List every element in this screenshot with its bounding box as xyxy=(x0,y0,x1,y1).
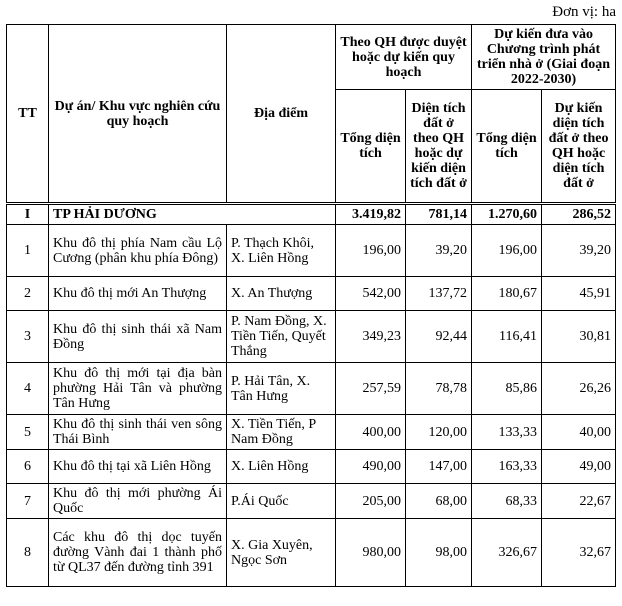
row-tt: 4 xyxy=(7,363,49,415)
row-housing-area: 98,00 xyxy=(406,519,472,587)
header-housing-area: Diện tích đất ở theo QH hoặc dự kiến diện tích đất ở xyxy=(406,90,472,204)
header-tt: TT xyxy=(7,25,49,204)
header-group-approved: Theo QH được duyệt hoặc dự kiến quy hoạch xyxy=(336,25,472,90)
row-total-area: 980,00 xyxy=(336,519,406,587)
table-row xyxy=(7,415,616,450)
row-housing-area-2: 39,20 xyxy=(542,225,616,277)
row-total-area: 542,00 xyxy=(336,277,406,311)
row-tt: 7 xyxy=(7,484,49,519)
row-housing-area: 147,00 xyxy=(406,450,472,484)
row-tt: 6 xyxy=(7,450,49,484)
row-tt: 8 xyxy=(7,519,49,587)
row-housing-area-2: 26,26 xyxy=(542,363,616,415)
unit-label: Đơn vị: ha xyxy=(552,4,616,20)
row-housing-area-2: 22,67 xyxy=(542,484,616,519)
header-location: Địa điểm xyxy=(227,25,336,204)
section-housing: 781,14 xyxy=(406,204,472,225)
row-total-area-2: 133,33 xyxy=(472,415,542,450)
section-row xyxy=(7,204,616,225)
row-housing-area-2: 49,00 xyxy=(542,450,616,484)
row-location: P. Nam Đồng, X. Tiền Tiến, Quyết Thắng xyxy=(227,311,336,363)
header-housing-area-2: Dự kiến diện tích đất ở theo QH hoặc diện tích đất ở xyxy=(542,90,616,204)
row-location: P.Ái Quốc xyxy=(227,484,336,519)
row-project-name: Khu đô thị mới phường Ái Quốc xyxy=(49,484,227,519)
row-project-name: Khu đô thị tại xã Liên Hồng xyxy=(49,450,227,484)
row-project-name: Khu đô thị sinh thái xã Nam Đồng xyxy=(49,311,227,363)
row-location: X. An Thượng xyxy=(227,277,336,311)
row-project-name: Khu đô thị mới An Thượng xyxy=(49,277,227,311)
row-total-area: 400,00 xyxy=(336,415,406,450)
row-location: X. Liên Hồng xyxy=(227,450,336,484)
row-tt: 2 xyxy=(7,277,49,311)
table-row xyxy=(7,363,616,415)
table-row xyxy=(7,484,616,519)
row-total-area: 257,59 xyxy=(336,363,406,415)
row-housing-area-2: 32,67 xyxy=(542,519,616,587)
row-project-name: Khu đô thị sinh thái ven sông Thái Bình xyxy=(49,415,227,450)
row-tt: 3 xyxy=(7,311,49,363)
row-total-area-2: 163,33 xyxy=(472,450,542,484)
section-tt: I xyxy=(7,204,49,225)
row-total-area: 349,23 xyxy=(336,311,406,363)
row-total-area-2: 326,67 xyxy=(472,519,542,587)
row-housing-area-2: 30,81 xyxy=(542,311,616,363)
header-group-program: Dự kiến đưa vào Chương trình phát triển nhà ở (Giai đoạn 2022-2030) xyxy=(472,25,616,90)
row-total-area-2: 116,41 xyxy=(472,311,542,363)
row-total-area-2: 180,67 xyxy=(472,277,542,311)
row-housing-area: 92,44 xyxy=(406,311,472,363)
row-housing-area-2: 40,00 xyxy=(542,415,616,450)
row-project-name: Các khu đô thị dọc tuyến đường Vành đai 1 thành phố từ QL37 đến đường tỉnh 391 xyxy=(49,519,227,587)
row-housing-area: 68,00 xyxy=(406,484,472,519)
row-total-area-2: 196,00 xyxy=(472,225,542,277)
row-total-area: 490,00 xyxy=(336,450,406,484)
section-total: 3.419,82 xyxy=(336,204,406,225)
table-row xyxy=(7,277,616,311)
row-location: X. Tiền Tiến, P Nam Đồng xyxy=(227,415,336,450)
row-total-area-2: 68,33 xyxy=(472,484,542,519)
table-row xyxy=(7,311,616,363)
row-total-area: 196,00 xyxy=(336,225,406,277)
header-row-1 xyxy=(7,25,616,90)
header-project: Dự án/ Khu vực nghiên cứu quy hoạch xyxy=(49,25,227,204)
row-location: P. Hải Tân, X. Tân Hưng xyxy=(227,363,336,415)
row-tt: 5 xyxy=(7,415,49,450)
header-total-area-2: Tổng diện tích xyxy=(472,90,542,204)
table-row xyxy=(7,450,616,484)
section-total2: 1.270,60 xyxy=(472,204,542,225)
row-location: P. Thạch Khôi, X. Liên Hồng xyxy=(227,225,336,277)
row-total-area-2: 85,86 xyxy=(472,363,542,415)
row-total-area: 205,00 xyxy=(336,484,406,519)
row-project-name: Khu đô thị phía Nam cầu Lộ Cương (phân khu phía Đông) xyxy=(49,225,227,277)
row-housing-area-2: 45,91 xyxy=(542,277,616,311)
header-total-area: Tổng diện tích xyxy=(336,90,406,204)
row-housing-area: 120,00 xyxy=(406,415,472,450)
row-housing-area: 78,78 xyxy=(406,363,472,415)
row-housing-area: 137,72 xyxy=(406,277,472,311)
section-housing2: 286,52 xyxy=(542,204,616,225)
table-row xyxy=(7,225,616,277)
housing-plan-table xyxy=(6,24,616,587)
table-row xyxy=(7,519,616,587)
row-location: X. Gia Xuyên, Ngọc Sơn xyxy=(227,519,336,587)
section-name: TP HẢI DƯƠNG xyxy=(49,204,336,225)
row-tt: 1 xyxy=(7,225,49,277)
row-housing-area: 39,20 xyxy=(406,225,472,277)
row-project-name: Khu đô thị mới tại địa bàn phường Hải Tân và phường Tân Hưng xyxy=(49,363,227,415)
